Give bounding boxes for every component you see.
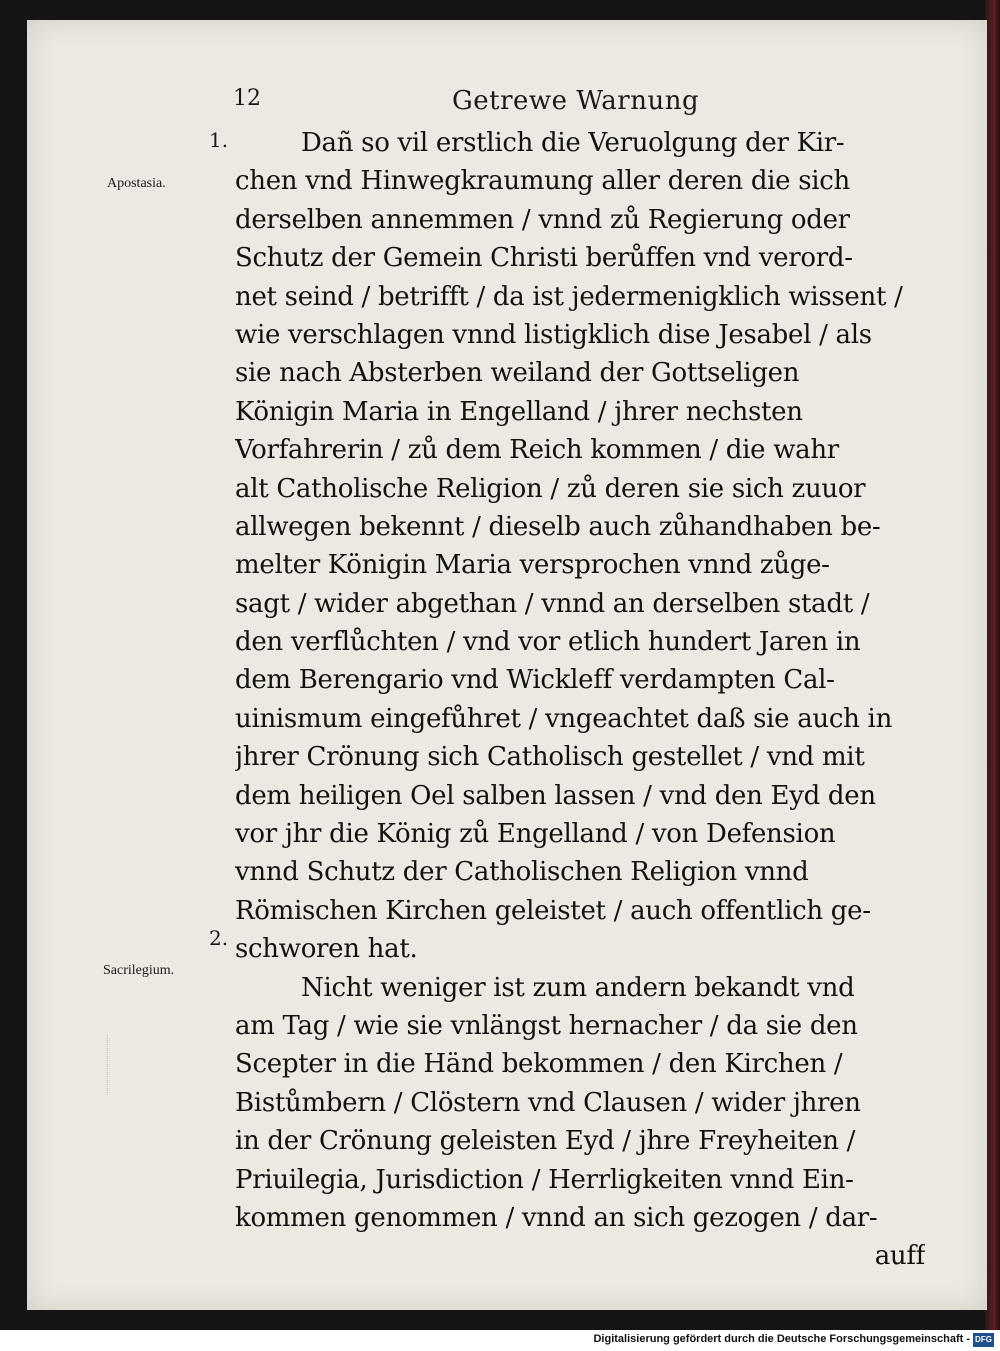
text-line: kommen genommen / vnnd an sich gezogen / dar- <box>235 1202 878 1233</box>
margin-note-sacrilegium: Sacrilegium. <box>103 963 175 978</box>
text-line: Römischen Kirchen geleistet / auch offentlich ge- <box>235 895 871 926</box>
book-page <box>27 20 987 1310</box>
text-line: derselben annemmen / vnnd zů Regierung oder <box>235 204 850 235</box>
body-text <box>235 124 925 1276</box>
page-number: 12 <box>233 86 261 111</box>
running-title: Getrewe Warnung <box>452 86 700 116</box>
text-line: Priuilegia, Jurisdiction / Herrligkeiten vnnd Ein- <box>235 1164 854 1195</box>
text-line: Dañ so vil erstlich die Veruolgung der Kir- <box>301 128 845 158</box>
text-line: Bistůmbern / Clöstern vnd Clausen / wider jhren <box>235 1087 861 1118</box>
text-line: Scepter in die Händ bekommen / den Kirchen / <box>235 1049 843 1080</box>
running-head <box>27 86 987 122</box>
text-line: Schutz der Gemein Christi berůffen vnd verord- <box>235 243 853 274</box>
margin-number-2: 2. <box>209 926 229 950</box>
digitization-credit: Digitalisierung gefördert durch die Deutsche Forschungsgemeinschaft - <box>593 1333 970 1345</box>
text-line: schworen hat. <box>235 934 418 965</box>
text-line: Königin Maria in Engelland / jhrer nechsten <box>235 396 803 427</box>
text-line: Vorfahrerin / zů dem Reich kommen / die wahr <box>235 435 839 466</box>
catchword: auff <box>874 1241 925 1272</box>
text-line: den verflůchten / vnd vor etlich hundert Jaren in <box>235 627 861 658</box>
text-line: am Tag / wie sie vnlängst hernacher / da sie den <box>235 1010 858 1041</box>
margin-note-apostasia: Apostasia. <box>107 176 166 191</box>
text-line: sagt / wider abgethan / vnnd an derselben stadt / <box>235 588 870 619</box>
text-line: allwegen bekennt / dieselb auch zůhandhaben be- <box>235 511 881 542</box>
text-line: dem heiligen Oel salben lassen / vnd den Eyd den <box>235 780 876 811</box>
text-line: in der Crönung geleisten Eyd / jhre Freyheiten / <box>235 1126 856 1157</box>
text-line: melter Königin Maria versprochen vnnd zůge- <box>235 550 830 581</box>
text-line: chen vnd Hinwegkraumung aller deren die sich <box>235 166 850 197</box>
text-line: alt Catholische Religion / zů deren sie sich zuuor <box>235 473 866 504</box>
text-line: jhrer Crönung sich Catholisch gestellet / vnd mit <box>235 742 865 773</box>
margin-number-1: 1. <box>209 128 229 152</box>
footer-bar <box>0 1330 1000 1351</box>
text-line: uinismum eingefůhret / vngeachtet daß sie auch in <box>235 703 893 734</box>
text-line: net seind / betrifft / da ist jedermenigklich wissent / <box>235 281 903 312</box>
bleed-through-mark <box>107 1035 168 1095</box>
text-line: sie nach Absterben weiland der Gottseligen <box>235 358 800 389</box>
book-edge <box>985 0 1000 1330</box>
dfg-logo-icon: DFG <box>973 1333 994 1347</box>
text-line: Nicht weniger ist zum andern bekandt vnd <box>301 972 855 1003</box>
text-line: wie verschlagen vnnd listigklich dise Jesabel / als <box>235 319 872 350</box>
text-line: vor jhr die König zů Engelland / von Defension <box>235 819 836 850</box>
text-line: vnnd Schutz der Catholischen Religion vnnd <box>235 857 809 888</box>
text-line: dem Berengario vnd Wickleff verdampten Cal- <box>235 665 835 696</box>
